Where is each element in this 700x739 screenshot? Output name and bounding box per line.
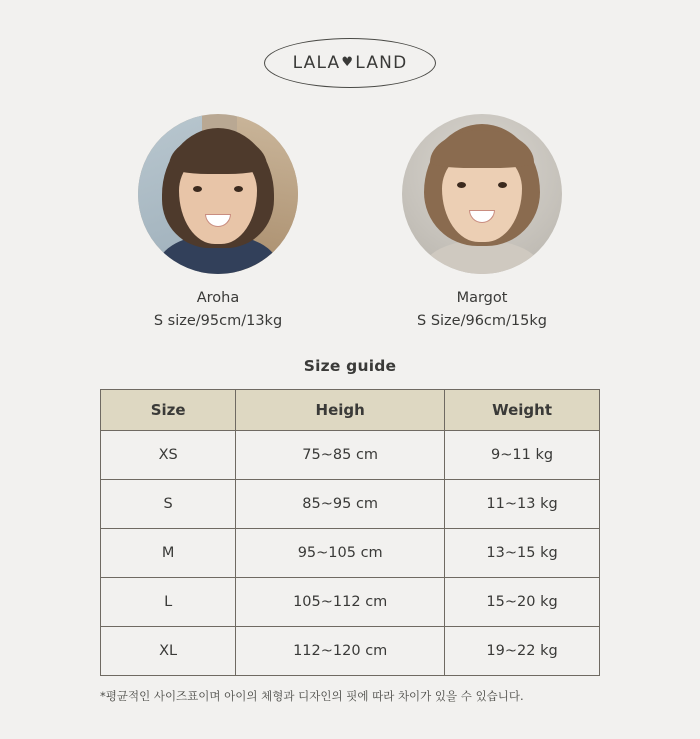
cell-height: 75~85 cm [236, 431, 445, 480]
photo-mouth [469, 210, 495, 223]
cell-height: 95~105 cm [236, 529, 445, 578]
cell-weight: 11~13 kg [445, 480, 600, 529]
cell-height: 85~95 cm [236, 480, 445, 529]
table-header-row [101, 390, 600, 431]
cell-weight: 15~20 kg [445, 578, 600, 627]
size-guide-title: Size guide [303, 357, 397, 375]
table-row [101, 529, 600, 578]
model-card-aroha [118, 114, 318, 329]
brand-logo [264, 38, 436, 88]
column-header-weight: Weight [445, 390, 600, 431]
cell-size: XS [101, 431, 236, 480]
photo-mouth [205, 214, 231, 227]
photo-fringe [430, 130, 534, 168]
table-row [101, 627, 600, 676]
column-header-size: Size [101, 390, 236, 431]
cell-weight: 19~22 kg [445, 627, 600, 676]
child-photo-aroha [138, 114, 298, 274]
brand-logo-area [0, 38, 700, 88]
model-gallery [0, 114, 700, 329]
cell-size: M [101, 529, 236, 578]
size-guide-footnote: *평균적인 사이즈표이며 아이의 체형과 디자인의 핏에 따라 차이가 있을 수 있습니다. [100, 689, 524, 703]
photo-eye-left [457, 182, 466, 188]
model-size-margot: S Size/96cm/15kg [417, 313, 547, 329]
table-row [101, 578, 600, 627]
model-name-margot: Margot [456, 290, 508, 306]
brand-name-left: LALA [292, 53, 341, 73]
photo-eye-right [498, 182, 507, 188]
cell-size: L [101, 578, 236, 627]
cell-weight: 13~15 kg [445, 529, 600, 578]
size-guide-table [100, 389, 600, 676]
brand-name-right: LAND [355, 53, 408, 73]
child-photo-margot [402, 114, 562, 274]
size-guide-table-wrap [100, 389, 600, 676]
photo-eye-right [234, 186, 243, 192]
cell-size: S [101, 480, 236, 529]
photo-eye-left [193, 186, 202, 192]
cell-height: 105~112 cm [236, 578, 445, 627]
cell-height: 112~120 cm [236, 627, 445, 676]
heart-icon: ♥ [341, 54, 355, 70]
cell-size: XL [101, 627, 236, 676]
model-size-aroha: S size/95cm/13kg [153, 313, 283, 329]
column-header-height: Heigh [236, 390, 445, 431]
model-name-aroha: Aroha [196, 290, 240, 306]
model-card-margot [382, 114, 582, 329]
table-row [101, 431, 600, 480]
cell-weight: 9~11 kg [445, 431, 600, 480]
table-row [101, 480, 600, 529]
